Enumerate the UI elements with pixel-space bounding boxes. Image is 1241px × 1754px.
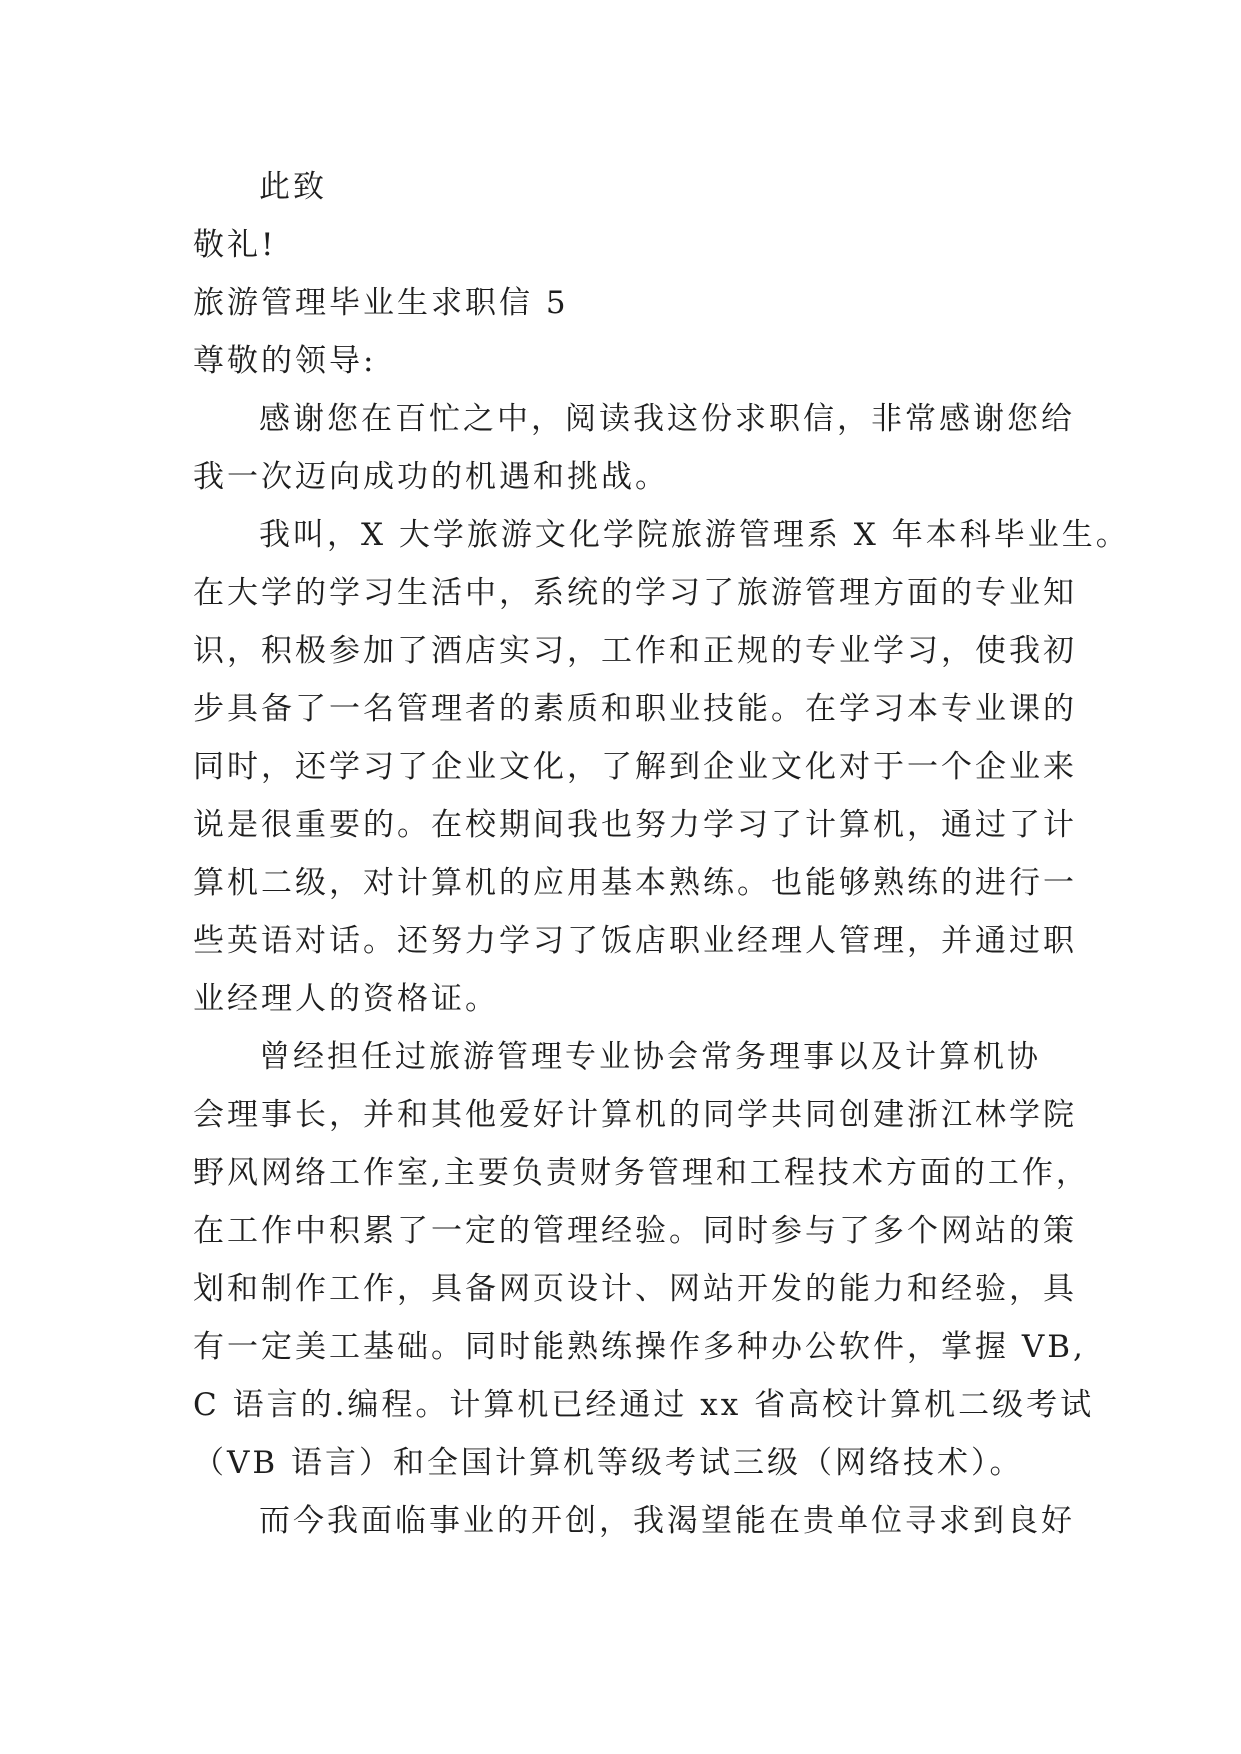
paragraph-line: 同时，还学习了企业文化，了解到企业文化对于一个企业来 (193, 749, 1077, 785)
paragraph-line: 有一定美工基础。同时能熟练操作多种办公软件，掌握 VB, (193, 1329, 1086, 1365)
closing-salutation: 此致 (259, 169, 327, 205)
paragraph-line: 划和制作工作，具备网页设计、网站开发的能力和经验，具 (193, 1271, 1077, 1307)
paragraph-line: 业经理人的资格证。 (193, 981, 499, 1017)
paragraph-line: （VB 语言）和全国计算机等级考试三级（网络技术）。 (193, 1445, 1024, 1481)
closing-regards: 敬礼! (193, 227, 277, 263)
paragraph-line: 而今我面临事业的开创，我渴望能在贵单位寻求到良好 (259, 1503, 1075, 1539)
paragraph-line: 算机二级，对计算机的应用基本熟练。也能够熟练的进行一 (193, 865, 1077, 901)
paragraph-line: 感谢您在百忙之中，阅读我这份求职信，非常感谢您给 (259, 401, 1075, 437)
paragraph-line: 说是很重要的。在校期间我也努力学习了计算机，通过了计 (193, 807, 1077, 843)
letter-title: 旅游管理毕业生求职信 5 (193, 285, 569, 321)
paragraph-line: 些英语对话。还努力学习了饭店职业经理人管理，并通过职 (193, 923, 1077, 959)
paragraph-line: 我叫，X 大学旅游文化学院旅游管理系 X 年本科毕业生。 (259, 517, 1130, 553)
paragraph-line: 步具备了一名管理者的素质和职业技能。在学习本专业课的 (193, 691, 1077, 727)
greeting: 尊敬的领导: (193, 343, 377, 379)
paragraph-line: 在大学的学习生活中，系统的学习了旅游管理方面的专业知 (193, 575, 1077, 611)
paragraph-line: 曾经担任过旅游管理专业协会常务理事以及计算机协 (259, 1039, 1041, 1075)
paragraph-line: C 语言的.编程。计算机已经通过 xx 省高校计算机二级考试 (193, 1387, 1095, 1423)
paragraph-line: 会理事长，并和其他爱好计算机的同学共同创建浙江林学院 (193, 1097, 1077, 1133)
paragraph-line: 我一次迈向成功的机遇和挑战。 (193, 459, 669, 495)
letter-body (193, 158, 1130, 1550)
paragraph-line: 识，积极参加了酒店实习，工作和正规的专业学习，使我初 (193, 633, 1077, 669)
paragraph-line: 在工作中积累了一定的管理经验。同时参与了多个网站的策 (193, 1213, 1077, 1249)
paragraph-line: 野风网络工作室,主要负责财务管理和工程技术方面的工作， (193, 1155, 1090, 1191)
